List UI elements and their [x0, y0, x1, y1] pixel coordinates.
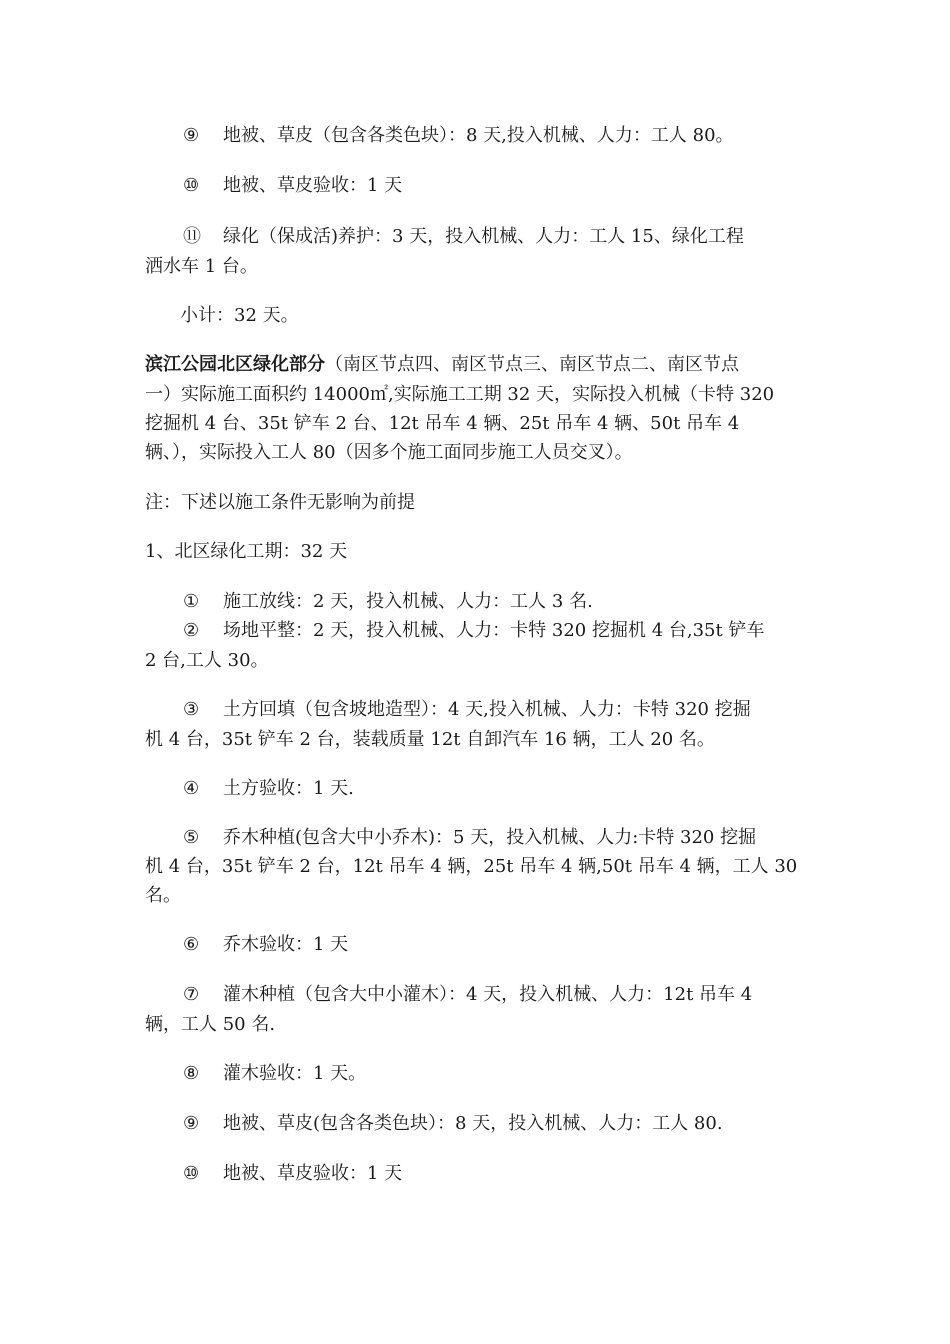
item-3-continuation: 机 4 台，35t 铲车 2 台，装载质量 12t 自卸汽车 16 辆，工人 20 名。	[145, 729, 715, 750]
item-number: ③	[183, 699, 200, 720]
item-text: 绿化（保成活)养护：3 天，投入机械、人力：工人 15、绿化工程	[223, 226, 744, 247]
item-number: ②	[183, 620, 200, 641]
item-4	[183, 773, 815, 805]
item-number: ①	[183, 591, 200, 612]
item-text: 土方回填（包含坡地造型）：4 天,投入机械、人力：卡特 320 挖掘	[223, 699, 751, 720]
item-number: ⑦	[183, 984, 200, 1005]
item-1	[183, 586, 815, 618]
item-text: 土方验收：1 天.	[223, 778, 354, 799]
section-title: 滨江公园北区绿化部分	[145, 354, 325, 375]
section-paragraph-line-4: 辆、），实际投入工人 80（因多个施工面同步施工人员交叉）。	[145, 442, 633, 463]
item-text: 场地平整：2 天，投入机械、人力：卡特 320 挖掘机 4 台,35t 铲车	[223, 620, 765, 641]
item-5-continuation-2: 名。	[145, 885, 181, 906]
section-paragraph-line-1	[145, 349, 815, 381]
item-11-continuation: 洒水车 1 台。	[145, 256, 258, 277]
item-text: 地被、草皮验收：1 天	[223, 1163, 403, 1184]
item-10	[183, 1158, 815, 1190]
item-11	[183, 221, 815, 253]
item-7-continuation: 辆，工人 50 名.	[145, 1014, 276, 1035]
item-text: 施工放线：2 天，投入机械、人力：工人 3 名.	[223, 591, 593, 612]
note: 注：下述以施工条件无影响为前提	[145, 492, 415, 513]
item-2-continuation: 2 台,工人 30。	[145, 650, 269, 671]
item-7	[183, 979, 815, 1011]
section-text: （南区节点四、南区节点三、南区节点二、南区节点	[325, 354, 739, 375]
item-number: ⑩	[183, 175, 200, 196]
item-5	[183, 822, 815, 854]
section-paragraph-line-2: 一）实际施工面积约 14000㎡,实际施工工期 32 天，实际投入机械（卡特 320	[145, 384, 775, 405]
item-9	[183, 1108, 815, 1140]
item-10-top	[183, 170, 815, 202]
item-number: ⑨	[183, 1113, 200, 1134]
schedule-heading: 1、北区绿化工期：32 天	[145, 541, 348, 562]
item-5-continuation-1: 机 4 台，35t 铲车 2 台，12t 吊车 4 辆，25t 吊车 4 辆,50t 吊车 4 辆，工人 30	[145, 856, 798, 877]
item-8	[183, 1058, 815, 1090]
item-text: 乔木验收：1 天	[223, 934, 349, 955]
item-text: 乔木种植(包含大中小乔木)：5 天，投入机械、人力:卡特 320 挖掘	[223, 827, 757, 848]
item-text: 地被、草皮(包含各类色块）：8 天，投入机械、人力：工人 80.	[223, 1113, 723, 1134]
subtotal: 小计：32 天。	[180, 305, 299, 326]
item-text: 灌木种植（包含大中小灌木）：4 天，投入机械、人力：12t 吊车 4	[223, 984, 753, 1005]
item-text: 地被、草皮（包含各类色块）：8 天,投入机械、人力：工人 80。	[223, 125, 734, 146]
section-paragraph-line-3: 挖掘机 4 台、35t 铲车 2 台、12t 吊车 4 辆、25t 吊车 4 辆、50t 吊车 4	[145, 413, 740, 434]
item-number: ⑤	[183, 827, 200, 848]
item-number: ⑪	[183, 226, 201, 247]
item-number: ⑥	[183, 934, 200, 955]
item-text: 地被、草皮验收：1 天	[223, 175, 403, 196]
item-number: ⑨	[183, 125, 200, 146]
item-2	[183, 615, 815, 647]
item-text: 灌木验收：1 天。	[223, 1063, 367, 1084]
item-number: ⑩	[183, 1163, 200, 1184]
item-9-top	[183, 120, 815, 152]
item-6	[183, 929, 815, 961]
item-3	[183, 694, 815, 726]
item-number: ⑧	[183, 1063, 200, 1084]
item-number: ④	[183, 778, 200, 799]
